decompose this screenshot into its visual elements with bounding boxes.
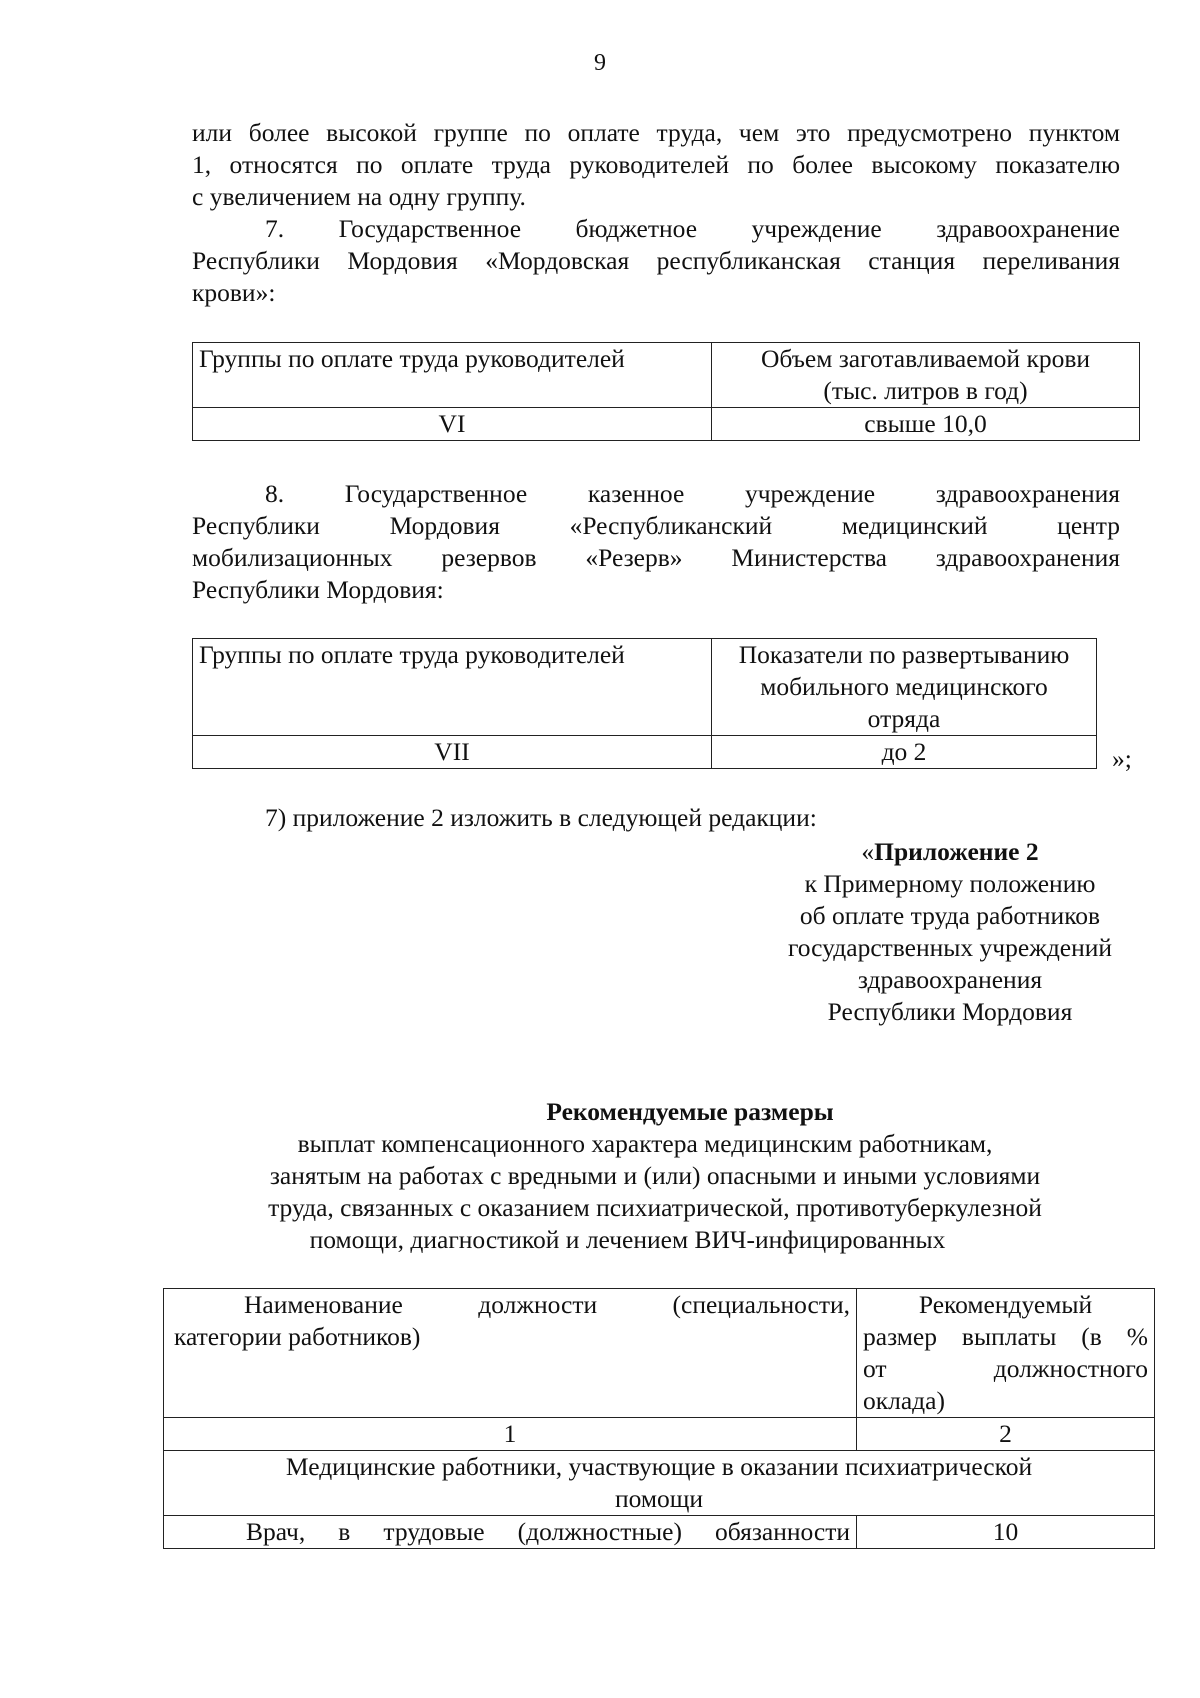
appendix-line: здравоохранения [857,965,1043,994]
header-label: отряда [867,704,941,733]
header-label: Рекомендуемый [918,1290,1093,1319]
table-item8 [192,638,1097,769]
item7-line: 7. Государственное бюджетное учреждение здравоохранение [265,214,1120,243]
intro-line: или более высокой группе по оплате труда, чем это предусмотрено пунктом [192,118,1120,147]
item8-line: Республики Мордовия: [192,575,444,604]
intro-line: с увеличением на одну группу. [192,182,526,211]
table-cell: до 2 [712,736,1097,769]
table-cell: Врач, в трудовые (должностные) обязанности [164,1516,857,1549]
appendix-line: к Примерному положению [804,869,1096,898]
header-label: размер выплаты (в % [863,1322,1148,1351]
table-number-cell: 2 [857,1418,1155,1451]
table-item7 [192,342,1140,441]
section-heading: Рекомендуемые размеры [546,1097,834,1126]
header-label: категории работников) [174,1322,421,1351]
appendix-line: Республики Мордовия [827,997,1073,1026]
table-main [163,1288,1155,1549]
table-header-cell [712,639,1097,736]
section-line: занятым на работах с вредными и (или) опасными и иными условиями [269,1161,1041,1190]
item8-line: мобилизационных резервов «Резерв» Министерства здравоохранения [192,543,1120,572]
appendix-line: государственных учреждений [787,933,1113,962]
item7-line: крови»: [192,278,276,307]
header-label: оклада) [863,1386,945,1415]
table-header-cell [857,1289,1155,1418]
section-line: помощи, диагностикой и лечением ВИЧ-инфицированных [309,1225,946,1254]
appendix-title-prefix: « [861,837,875,866]
table-header-cell [712,343,1140,408]
group-label: помощи [614,1484,704,1513]
header-label: от должностного [863,1354,1148,1383]
table-cell: VI [193,408,712,441]
table-number-cell: 1 [164,1418,857,1451]
item8-line: 8. Государственное казенное учреждение здравоохранения [265,479,1120,508]
header-label: Группы по оплате труда руководителей [199,344,625,373]
section-line: труда, связанных с оказанием психиатрической, противотуберкулезной [268,1193,1042,1222]
header-label: Группы по оплате труда руководителей [199,640,625,669]
item7-line: Республики Мордовия «Мордовская республиканская станция переливания [192,246,1120,275]
table-header-cell [193,343,712,408]
section-line: выплат компенсационного характера медицинским работникам, [297,1129,993,1158]
header-label: Показатели по развертыванию [738,640,1070,669]
header-label: Наименование должности (специальности, [244,1290,850,1319]
table-header-cell [193,639,712,736]
amendment-line: 7) приложение 2 изложить в следующей редакции: [265,803,817,832]
table-group-row [164,1451,1155,1516]
table-cell: 10 [857,1516,1155,1549]
header-label: Объем заготавливаемой крови [760,344,1091,373]
item8-line: Республики Мордовия «Республиканский медицинский центр [192,511,1120,540]
intro-line: 1, относятся по оплате труда руководителей по более высокому показателю [192,150,1120,179]
table-cell: VII [193,736,712,769]
table-header-cell [164,1289,857,1418]
table-cell: свыше 10,0 [712,408,1140,441]
header-label: мобильного медицинского [760,672,1048,701]
closing-quote: »; [1112,744,1132,773]
page-number: 9 [594,50,606,76]
header-label: (тыс. литров в год) [823,376,1028,405]
appendix-title-text: Приложение 2 [874,837,1039,866]
appendix-line: об оплате труда работников [799,901,1101,930]
group-label: Медицинские работники, участвующие в оказании психиатрической [285,1452,1033,1481]
appendix-title [760,836,1140,868]
